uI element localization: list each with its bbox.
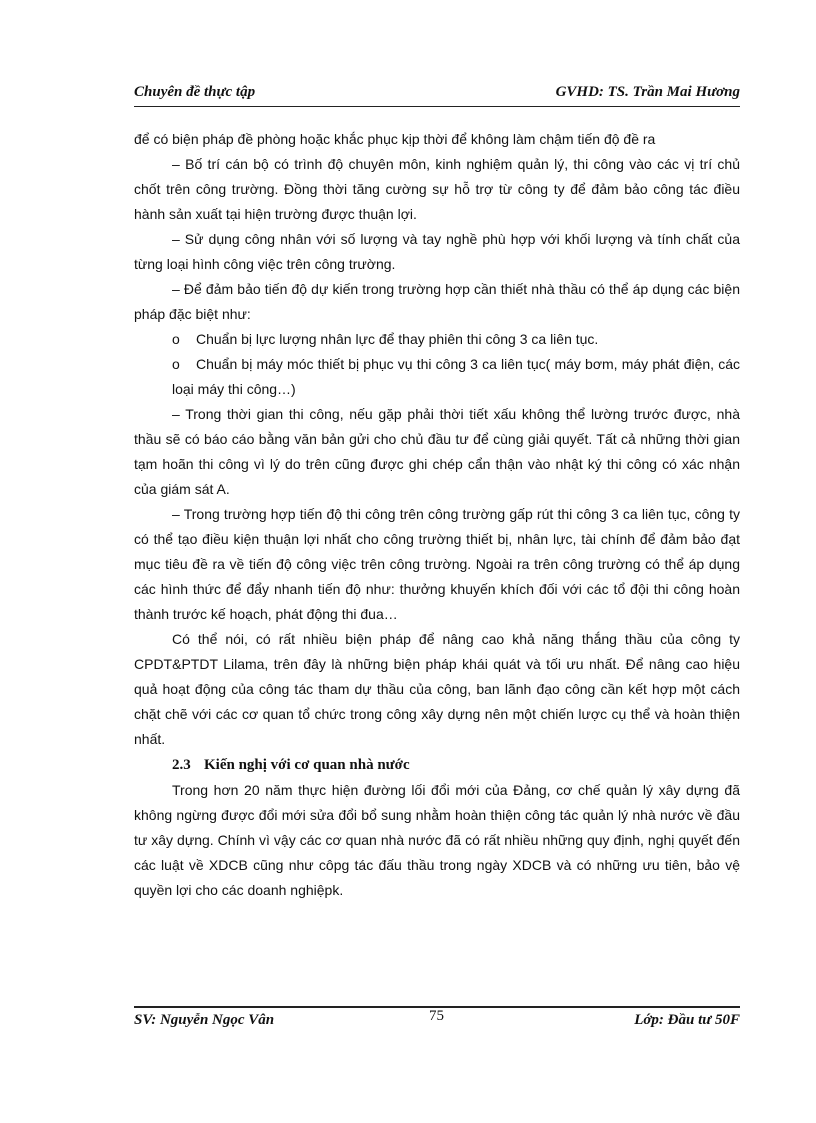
page-footer [134,1008,740,1034]
bullet-text: Chuẩn bị máy móc thiết bị phục vụ thi công 3 ca liên tục( máy bơm, máy phát điện, các loại máy thi công…) [172,356,740,397]
section-number: 2.3 [172,757,191,773]
section-heading [134,753,740,778]
paragraph-special-measures: – Để đảm bảo tiến độ dự kiến trong trường hợp cần thiết nhà thầu có thể áp dụng các biện pháp đặc biệt như: [134,281,740,322]
footer-student-name: SV: Nguyễn Ngọc Vân [134,1012,275,1028]
header-course-title: Chuyên đề thực tập [134,84,256,100]
paragraph-staffing: – Bố trí cán bộ có trình độ chuyên môn, kinh nghiệm quản lý, thi công vào các vị trí chủ chốt trên công trường. Đồng thời tăng cường sự hỗ trợ từ công ty để đảm bảo công tác điều hành sản xuất tại hiện trường được thuận lợi. [134,156,740,222]
section-title: Kiến nghị với cơ quan nhà nước [204,757,410,773]
bullet-text: Chuẩn bị lực lượng nhân lực để thay phiên thi công 3 ca liên tục. [196,331,599,347]
bullet-marker: o [172,356,180,372]
paragraph-workers: – Sử dụng công nhân với số lượng và tay nghề phù hợp với khối lượng và tính chất của từng loại hình công việc trên công trường. [134,231,740,272]
bullet-item-machinery [134,352,740,402]
paragraph-weather: – Trong thời gian thi công, nếu gặp phải thời tiết xấu không thể lường trước được, nhà thầu sẽ có báo cáo bằng văn bản gửi cho chủ đầu tư để cùng giải quyết. Tất cả những thời gian tạm hoãn thi công vì lý do trên cũng được ghi chép cẩn thận vào nhật ký thi công có xác nhận của giám sát A. [134,406,740,497]
footer-class: Lớp: Đầu tư 50F [634,1012,740,1028]
bullet-marker: o [172,331,180,347]
paragraph-continuation: để có biện pháp đề phòng hoặc khắc phục kịp thời để không làm chậm tiến độ đề ra [134,131,656,147]
paragraph-urgent-schedule: – Trong trường hợp tiến độ thi công trên công trường gấp rút thi công 3 ca liên tục, công ty có thể tạo điều kiện thuận lợi nhất cho công trường thiết bị, nhân lực, tài chính để đảm bảo đạt mục tiêu đề ra về tiến độ công việc trên công trường. Ngoài ra trên công trường có thể áp dụng các hình thức để đẩy nhanh tiến độ như: thưởng khuyến khích đối với các tổ đội thi công hoàn thành trước kế hoạch, phát động thi đua… [134,506,740,622]
document-body [134,127,740,903]
paragraph-state-policy: Trong hơn 20 năm thực hiện đường lối đổi mới của Đảng, cơ chế quản lý xây dựng đã không ngừng được đổi mới sửa đổi bổ sung nhằm hoàn thiện công tác quản lý nhà nước về đầu tư xây dựng. Chính vì vậy các cơ quan nhà nước đã có rất nhiều những quy định, nghị quyết đến các luật về XDCB cũng như côpg tác đấu thầu trong ngày XDCB và có những ưu tiên, bảo vệ quyền lợi cho các doanh nghiệpk. [134,782,740,898]
header-divider [134,106,740,107]
page-header [134,84,740,106]
paragraph-conclusion: Có thể nói, có rất nhiều biện pháp để nâng cao khả năng thắng thầu của công ty CPDT&PTDT Lilama, trên đây là những biện pháp khái quát và tối ưu nhất. Để nâng cao hiệu quả hoạt động của công tác tham dự thầu của công, ban lãnh đạo công cần kết hợp một cách chặt chẽ với các cơ quan tổ chức trong công xây dựng nên một chiến lược cụ thể và hoàn thiện nhất. [134,631,740,747]
header-supervisor: GVHD: TS. Trần Mai Hương [555,84,740,100]
page-number: 75 [429,1008,444,1024]
bullet-item-labor [134,327,740,352]
